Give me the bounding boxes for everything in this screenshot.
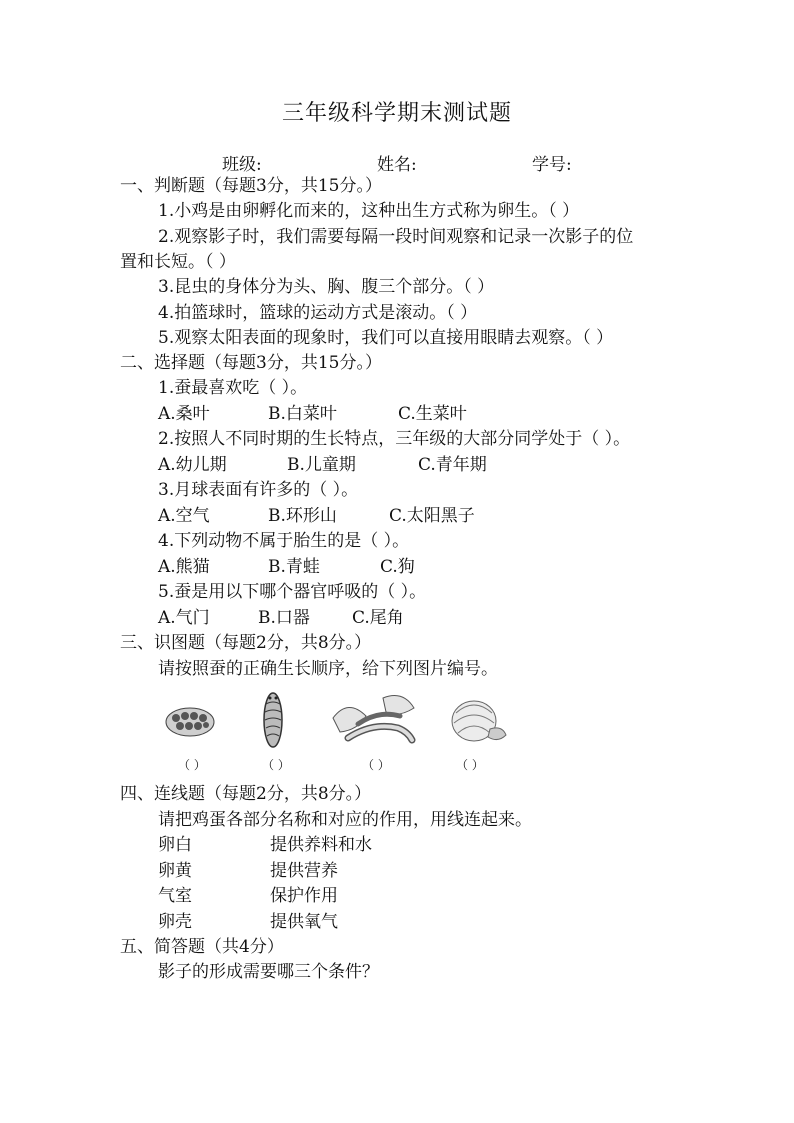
question-text: 影子的形成需要哪三个条件？ xyxy=(158,962,379,982)
option-c: C.青年期 xyxy=(418,455,487,475)
option-a: A.空气 xyxy=(158,506,210,526)
question-text: 3.昆虫的身体分为头、胸、腹三个部分。（ ） xyxy=(158,277,495,297)
option-b: B.青蛙 xyxy=(268,557,320,577)
egg-function-label: 保护作用 xyxy=(270,886,338,906)
option-a: A.幼儿期 xyxy=(158,455,227,475)
question-text: 置和长短。（ ） xyxy=(120,252,236,272)
egg-part-label: 卵黄 xyxy=(158,861,192,881)
question-text: 3.月球表面有许多的（ ）。 xyxy=(158,480,359,500)
answer-blank: （ ） xyxy=(262,758,290,772)
question-text: 4.下列动物不属于胎生的是（ ）。 xyxy=(158,531,410,551)
egg-part-label: 气室 xyxy=(158,886,192,906)
number-label: 学号: xyxy=(532,155,572,175)
silkworm-larvae-image xyxy=(328,688,418,748)
section-2-heading: 二、选择题（每题3分，共15分。） xyxy=(120,353,382,373)
option-a: A.气门 xyxy=(158,608,210,628)
question-text: 2.按照人不同时期的生长特点，三年级的大部分同学处于（ ）。 xyxy=(158,429,631,449)
question-text: 2.观察影子时，我们需要每隔一段时间观察和记录一次影子的位 xyxy=(158,227,634,247)
option-a: A.桑叶 xyxy=(158,404,210,424)
answer-blank: （ ） xyxy=(178,758,206,772)
section-4-heading: 四、连线题（每题2分，共8分。） xyxy=(120,784,372,804)
question-text: 5.观察太阳表面的现象时，我们可以直接用眼睛去观察。（ ） xyxy=(158,328,614,348)
question-prompt: 请按照蚕的正确生长顺序，给下列图片编号。 xyxy=(158,659,498,679)
page-title: 三年级科学期末测试题 xyxy=(281,101,512,126)
name-label: 姓名: xyxy=(377,155,417,175)
silkworm-eggs-image xyxy=(160,686,220,746)
option-c: C.太阳黑子 xyxy=(389,506,475,526)
question-text: 1.小鸡是由卵孵化而来的，这种出生方式称为卵生。（ ） xyxy=(158,201,580,221)
option-c: C.生菜叶 xyxy=(398,404,467,424)
option-b: B.白菜叶 xyxy=(268,404,337,424)
section-3-heading: 三、识图题（每题2分，共8分。） xyxy=(120,633,372,653)
silkworm-pupa-image xyxy=(258,690,288,750)
class-label: 班级: xyxy=(222,155,262,175)
egg-function-label: 提供营养 xyxy=(270,861,338,881)
question-text: 4.拍篮球时，篮球的运动方式是滚动。（ ） xyxy=(158,303,478,323)
section-1-heading: 一、判断题（每题3分，共15分。） xyxy=(120,176,382,196)
egg-function-label: 提供氧气 xyxy=(270,912,338,932)
option-b: B.环形山 xyxy=(268,506,337,526)
question-text: 1.蚕最喜欢吃（ ）。 xyxy=(158,378,308,398)
option-a: A.熊猫 xyxy=(158,557,210,577)
question-prompt: 请把鸡蛋各部分名称和对应的作用，用线连起来。 xyxy=(158,810,532,830)
answer-blank: （ ） xyxy=(362,758,390,772)
question-text: 5.蚕是用以下哪个器官呼吸的（ ）。 xyxy=(158,582,427,602)
option-b: B.儿童期 xyxy=(287,455,356,475)
option-b: B.口器 xyxy=(258,608,310,628)
egg-part-label: 卵白 xyxy=(158,835,192,855)
section-5-heading: 五、简答题（共4分） xyxy=(120,937,284,957)
egg-part-label: 卵壳 xyxy=(158,912,192,932)
silkworm-cocoon-image xyxy=(446,688,510,748)
answer-blank: （ ） xyxy=(456,758,484,772)
option-c: C.尾角 xyxy=(352,608,404,628)
option-c: C.狗 xyxy=(380,557,415,577)
egg-function-label: 提供养料和水 xyxy=(270,835,372,855)
